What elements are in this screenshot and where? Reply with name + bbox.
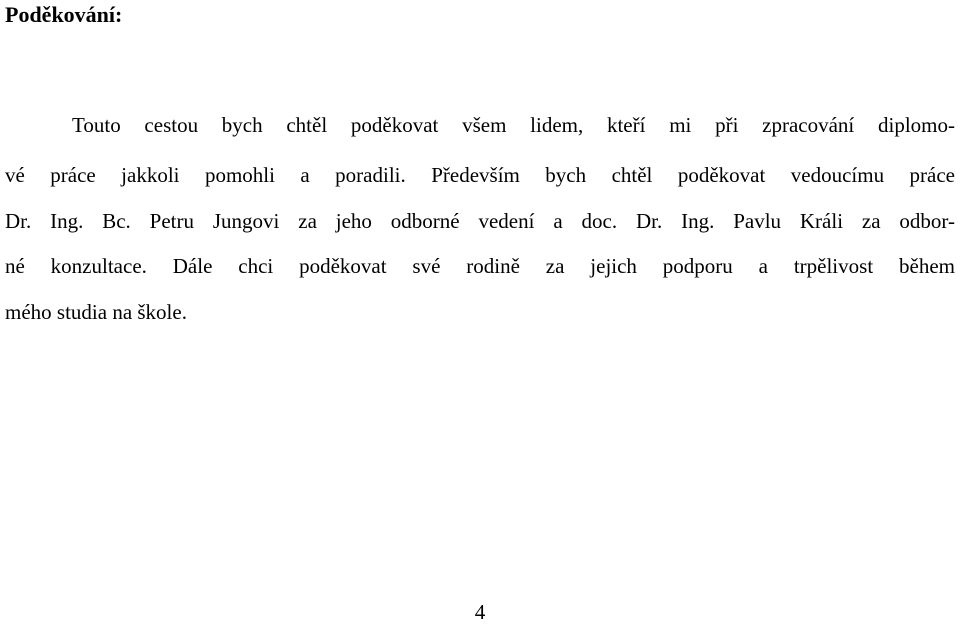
paragraph-line: né konzultace. Dále chci poděkovat své rodině za jejich podporu a trpělivost během bbox=[5, 254, 955, 278]
paragraph-line: Dr. Ing. Bc. Petru Jungovi za jeho odborné vedení a doc. Dr. Ing. Pavlu Králi za odbor- bbox=[5, 209, 955, 233]
paragraph-line: Touto cestou bych chtěl poděkovat všem lidem, kteří mi při zpracování diplomo- bbox=[72, 113, 955, 137]
page-title: Poděkování: bbox=[5, 2, 123, 27]
paragraph-line: mého studia na škole. bbox=[5, 300, 187, 324]
page-number: 4 bbox=[474, 600, 486, 624]
paragraph-line: vé práce jakkoli pomohli a poradili. Především bych chtěl poděkovat vedoucímu práce bbox=[5, 163, 955, 187]
